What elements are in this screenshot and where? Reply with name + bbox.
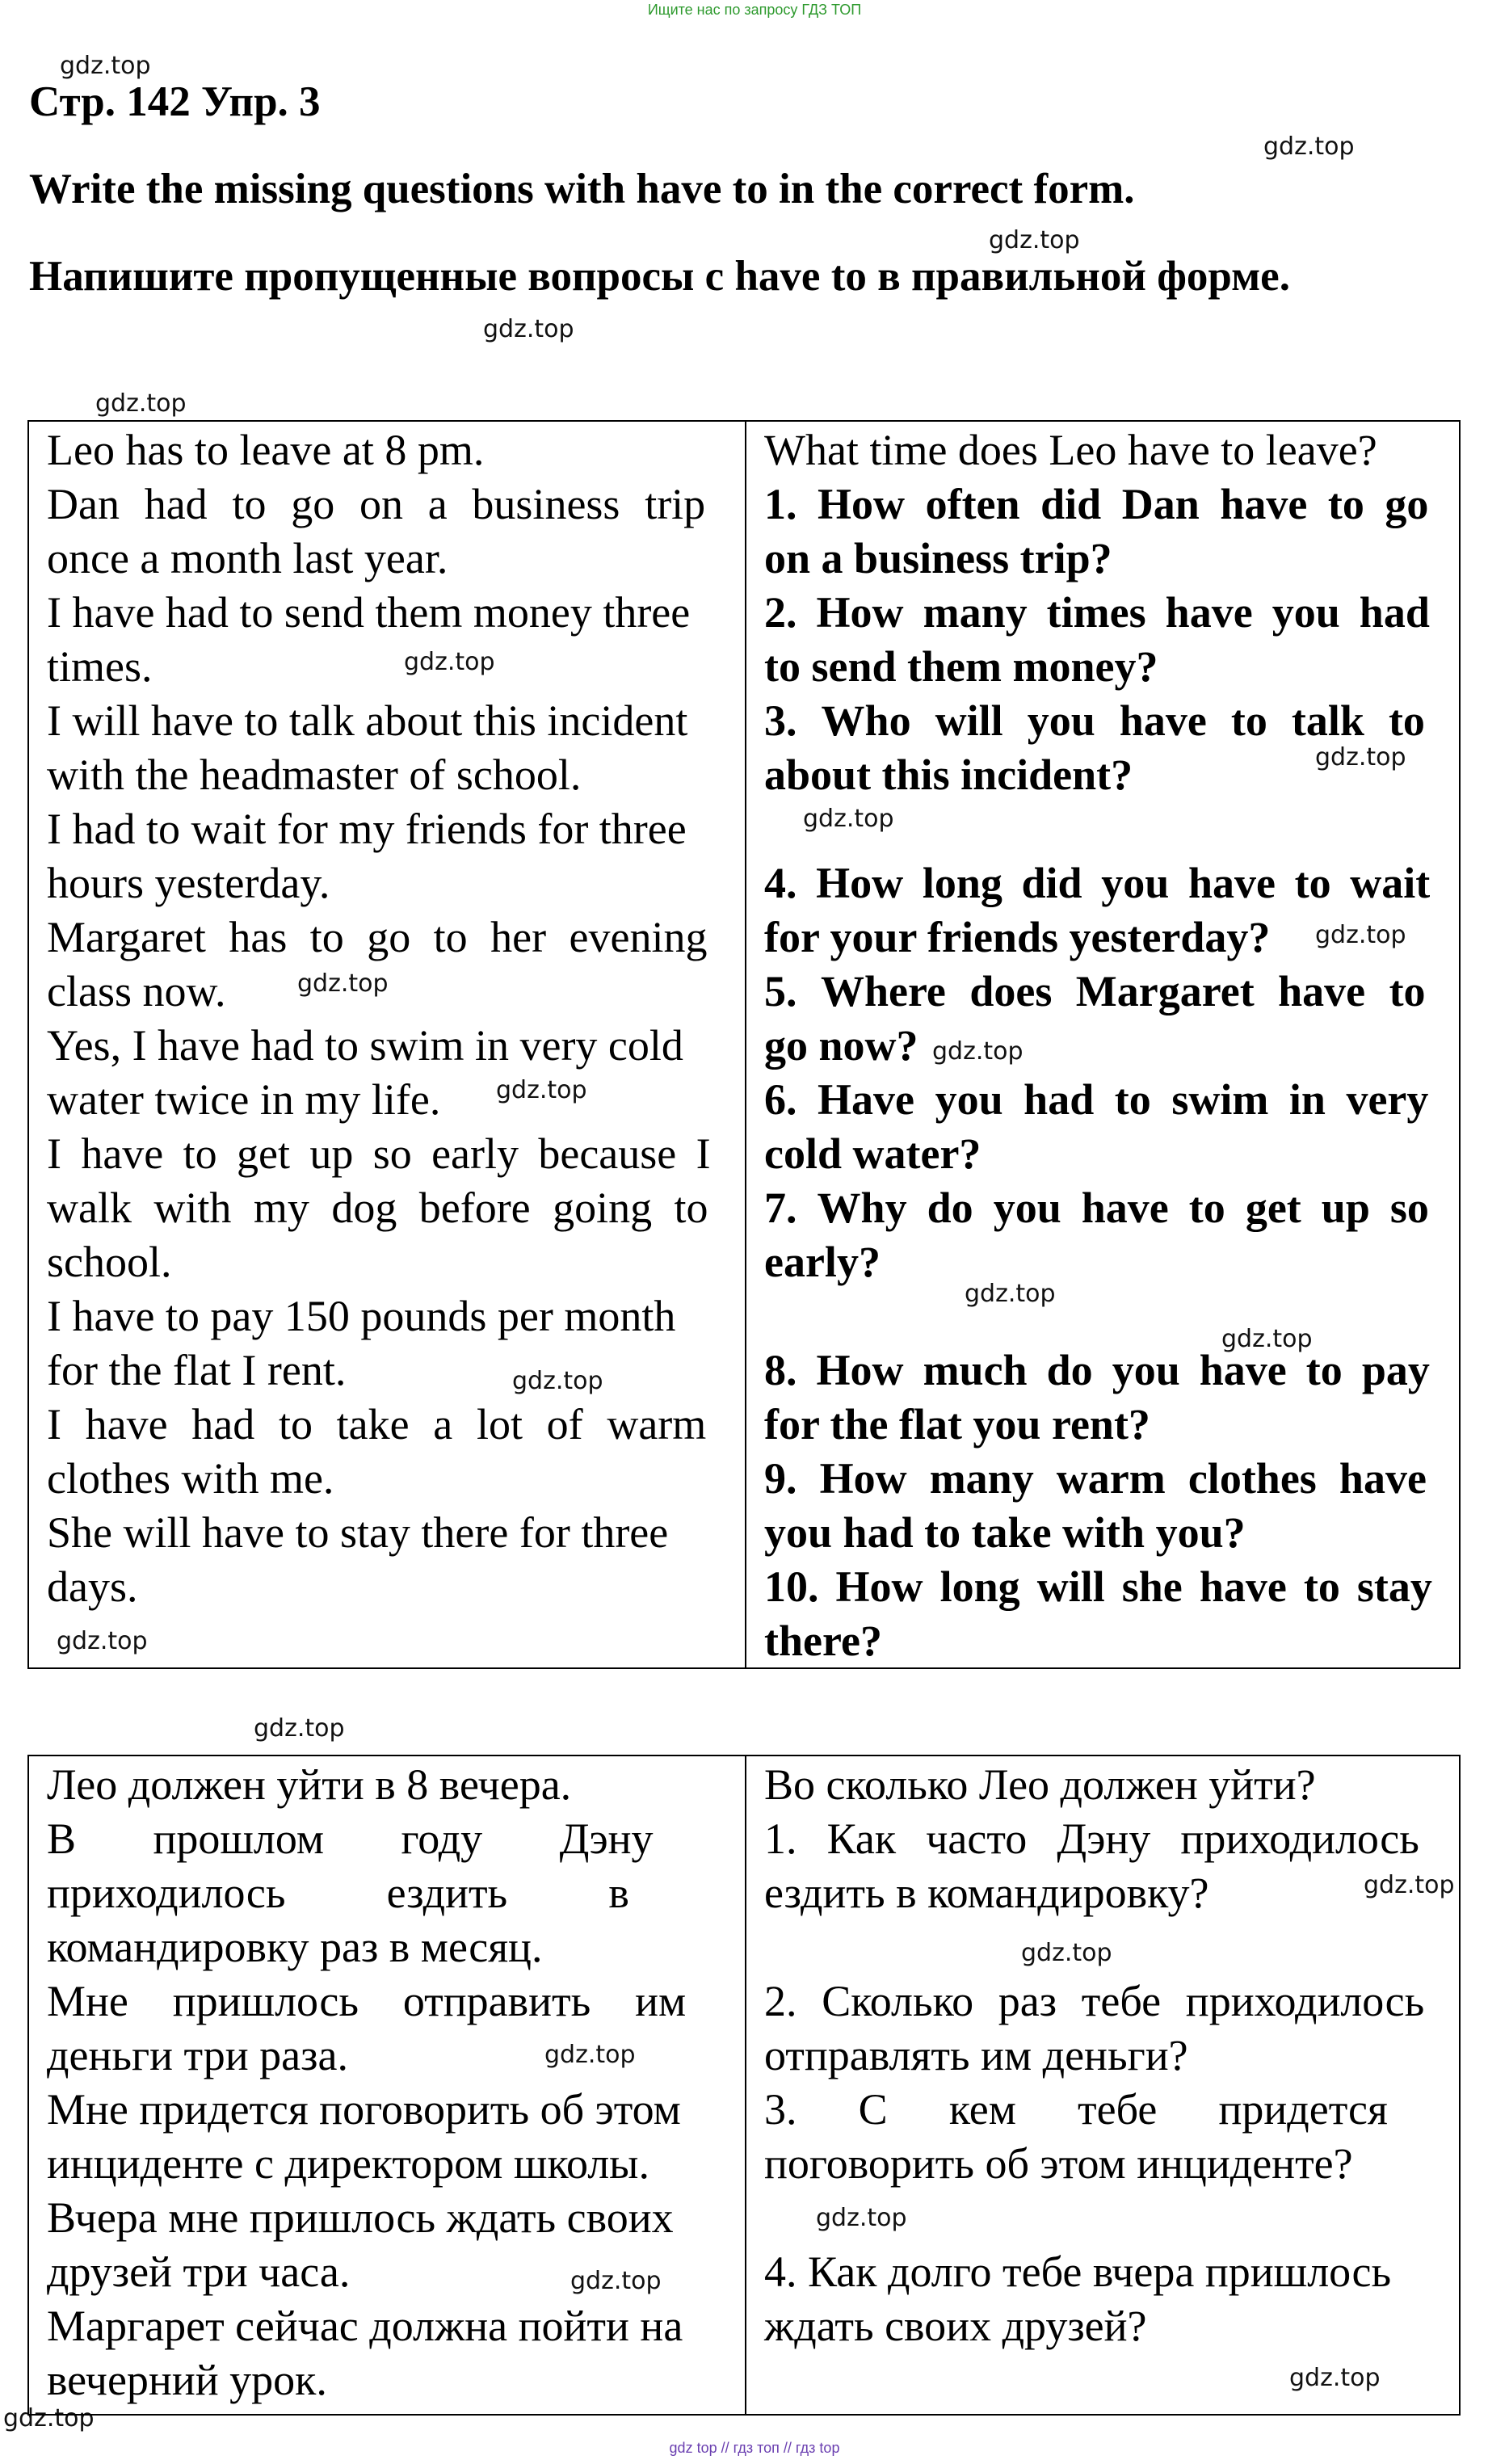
word: have: [1165, 588, 1253, 637]
word: pay: [1361, 1346, 1430, 1394]
questions-column: [764, 423, 1449, 1668]
word: stay: [1356, 1562, 1432, 1611]
word: you: [1101, 859, 1170, 907]
translation-question-line: [764, 1812, 1449, 1866]
word: 4.: [764, 859, 797, 907]
question-line: there?: [764, 1617, 882, 1665]
table-divider: [745, 1756, 746, 2414]
question-line: [764, 694, 1449, 748]
word: have: [1339, 1454, 1427, 1503]
word: часто: [926, 1814, 1028, 1863]
word: have: [1220, 480, 1308, 528]
translation-question-line: отправлять им деньги?: [764, 2031, 1188, 2079]
word: Why: [817, 1184, 907, 1232]
statement-line: once a month last year.: [47, 534, 448, 582]
question-line: to send them money?: [764, 642, 1158, 691]
word: им: [635, 1977, 687, 2025]
question-line: [764, 477, 1449, 532]
word: to: [1305, 1346, 1343, 1394]
watermark: gdz.top: [1221, 1325, 1313, 1353]
word: you: [1112, 1346, 1180, 1394]
word: have: [1199, 1562, 1287, 1611]
watermark: gdz.top: [95, 389, 187, 418]
word: did: [1021, 859, 1082, 907]
watermark: gdz.top: [1315, 743, 1406, 772]
word: she: [1121, 1562, 1183, 1611]
word: to: [1230, 696, 1267, 745]
word: a: [433, 1400, 453, 1449]
word: wait: [1350, 859, 1431, 907]
word: you: [1027, 696, 1095, 745]
question-line: [764, 1560, 1449, 1614]
word: long: [922, 859, 1002, 907]
question-line: go now?: [764, 1021, 918, 1070]
word: How: [835, 1562, 923, 1611]
word: to: [433, 913, 468, 961]
translation-line: [47, 1866, 730, 1920]
watermark: gdz.top: [816, 2204, 907, 2232]
word: Dan: [47, 480, 120, 528]
word: go: [367, 913, 411, 961]
word: will: [935, 696, 1003, 745]
statement-line: [47, 1181, 730, 1235]
instruction-english: Write the missing questions with have to in the correct form.: [29, 166, 1135, 212]
watermark: gdz.top: [989, 226, 1080, 254]
watermark: gdz.top: [1315, 921, 1406, 949]
word: so: [372, 1129, 412, 1178]
translation-statements-column: [47, 1758, 730, 2407]
english-answer-table: [27, 420, 1461, 1669]
word: 2.: [764, 1977, 797, 2025]
watermark: gdz.top: [404, 648, 495, 676]
question-line: about this incident?: [764, 751, 1133, 799]
table-divider: [745, 422, 746, 1667]
word: do: [1046, 1346, 1093, 1394]
watermark: gdz.top: [3, 2404, 95, 2432]
question-line: [764, 1181, 1449, 1235]
word: to: [1188, 1184, 1225, 1232]
word: going: [553, 1184, 653, 1232]
watermark: gdz.top: [932, 1037, 1024, 1066]
word: 1.: [764, 1814, 797, 1863]
word: have: [1187, 859, 1276, 907]
statement-line: I will have to talk about this incident: [47, 696, 688, 745]
word: to: [674, 1184, 708, 1232]
watermark: gdz.top: [57, 1627, 148, 1655]
word: have: [1119, 696, 1207, 745]
translation-spacer: [764, 2191, 1449, 2245]
word: 1.: [764, 480, 797, 528]
translation-question-line: [764, 2083, 1449, 2137]
word: had: [1359, 588, 1430, 637]
question-line: [764, 1343, 1449, 1398]
watermark: gdz.top: [544, 2041, 636, 2069]
word: to: [1389, 967, 1426, 1015]
word: 5.: [764, 967, 797, 1015]
word: have: [1199, 1346, 1287, 1394]
word: has: [229, 913, 288, 961]
statement-line: I have had to send them money three: [47, 588, 691, 637]
word: прошлом: [153, 1814, 325, 1863]
question-line: [764, 965, 1449, 1019]
word: does: [969, 967, 1053, 1015]
word: long: [939, 1562, 1020, 1611]
translation-question-line: 4. Как долго тебе вчера пришлось: [764, 2247, 1392, 2296]
word: trip: [645, 480, 706, 528]
word: so: [1389, 1184, 1429, 1232]
word: тебе: [1081, 1977, 1162, 2025]
translation-line: друзей три часа.: [47, 2247, 351, 2296]
statement-line: for the flat I rent.: [47, 1346, 347, 1394]
translation-line: командировку раз в месяц.: [47, 1923, 543, 1971]
word: take: [336, 1400, 410, 1449]
word: I: [47, 1400, 61, 1449]
question-line: early?: [764, 1238, 881, 1286]
word: dog: [331, 1184, 397, 1232]
word: many: [923, 588, 1028, 637]
word: of: [546, 1400, 583, 1449]
word: you: [993, 1184, 1061, 1232]
word: году: [401, 1814, 483, 1863]
word: to: [278, 1400, 313, 1449]
word: придется: [1218, 2085, 1388, 2134]
word: Margaret: [1075, 967, 1255, 1015]
translation-question-line: ездить в командировку?: [764, 1869, 1209, 1917]
watermark: gdz.top: [1263, 132, 1355, 161]
watermark: gdz.top: [965, 1280, 1056, 1308]
watermark: gdz.top: [297, 969, 389, 998]
word: 8.: [764, 1346, 797, 1394]
word: to: [309, 913, 344, 961]
word: to: [1303, 1562, 1340, 1611]
word: did: [1040, 480, 1102, 528]
statement-line: [47, 1398, 730, 1452]
watermark: gdz.top: [803, 805, 894, 833]
statement-line: with the headmaster of school.: [47, 751, 582, 799]
word: 3.: [764, 2085, 797, 2134]
page-title: Стр. 142 Упр. 3: [29, 78, 321, 125]
watermark: gdz.top: [60, 52, 151, 80]
translation-spacer: [764, 1920, 1449, 1974]
word: up: [1321, 1184, 1370, 1232]
word: I: [47, 1129, 61, 1178]
word: How: [819, 1454, 907, 1503]
word: have: [85, 1400, 168, 1449]
word: have: [81, 1129, 164, 1178]
word: many: [929, 1454, 1034, 1503]
word: with: [153, 1184, 232, 1232]
word: warm: [607, 1400, 707, 1449]
word: a: [427, 480, 448, 528]
word: 6.: [764, 1075, 797, 1124]
word: had: [191, 1400, 255, 1449]
watermark: gdz.top: [483, 315, 574, 343]
word: 10.: [764, 1562, 819, 1611]
statement-line: She will have to stay there for three: [47, 1508, 669, 1557]
statement-line: Leo has to leave at 8 pm.: [47, 426, 485, 474]
word: to: [232, 480, 267, 528]
word: early: [431, 1129, 519, 1178]
word: because: [538, 1129, 677, 1178]
word: before: [418, 1184, 531, 1232]
watermark: gdz.top: [1021, 1939, 1112, 1967]
word: talk: [1291, 696, 1364, 745]
statement-line: school.: [47, 1238, 172, 1286]
statement-line: [47, 1127, 730, 1181]
watermark: gdz.top: [512, 1367, 603, 1395]
question-line: [764, 856, 1449, 910]
statement-line: hours yesterday.: [47, 859, 330, 907]
statement-line: [47, 477, 730, 532]
word: business: [472, 480, 620, 528]
word: 7.: [764, 1184, 797, 1232]
word: to: [1388, 696, 1425, 745]
word: 9.: [764, 1454, 797, 1503]
word: How: [816, 859, 904, 907]
word: to: [183, 1129, 217, 1178]
word: Dan: [1121, 480, 1200, 528]
statement-line: times.: [47, 642, 153, 691]
word: Have: [818, 1075, 915, 1124]
word: her: [490, 913, 547, 961]
watermark: gdz.top: [570, 2267, 662, 2295]
watermark: gdz.top: [1289, 2364, 1381, 2392]
word: swim: [1171, 1075, 1269, 1124]
statement-line: I have to pay 150 pounds per month: [47, 1292, 676, 1340]
word: go: [1385, 480, 1429, 528]
russian-translation-table: [27, 1755, 1461, 2416]
word: get: [1245, 1184, 1301, 1232]
statement-line: days.: [47, 1562, 138, 1611]
word: have: [1278, 967, 1366, 1015]
word: evening: [569, 913, 708, 961]
word: often: [925, 480, 1020, 528]
word: Дэну: [1057, 1814, 1151, 1863]
word: in: [1288, 1075, 1326, 1124]
word: приходилось: [47, 1869, 286, 1917]
site-footer-note[interactable]: gdz top // гдз топ // гдз top: [669, 2440, 840, 2456]
word: How: [818, 480, 906, 528]
word: ездить: [386, 1869, 508, 1917]
question-spacer: [764, 1289, 1449, 1343]
translation-question-line: ждать своих друзей?: [764, 2302, 1147, 2350]
word: пришлось: [172, 1977, 359, 2025]
statement-line: Yes, I have had to swim in very cold: [47, 1021, 683, 1070]
word: clothes: [1187, 1454, 1317, 1503]
statement-line: [47, 910, 730, 965]
word: to: [1114, 1075, 1151, 1124]
word: had: [1024, 1075, 1095, 1124]
site-search-note: Ищите нас по запросу ГДЗ ТОП: [647, 2, 862, 18]
word: lot: [476, 1400, 523, 1449]
question-line: you had to take with you?: [764, 1508, 1246, 1557]
translation-line: Маргарет сейчас должна пойти на: [47, 2302, 683, 2350]
statement-line: I had to wait for my friends for three: [47, 805, 687, 853]
word: Where: [820, 967, 946, 1015]
translation-line: вечерний урок.: [47, 2356, 327, 2404]
translation-question-line: Во сколько Лео должен уйти?: [764, 1760, 1316, 1809]
word: тебе: [1078, 2085, 1158, 2134]
word: walk: [47, 1184, 132, 1232]
translation-line: [47, 1974, 730, 2029]
statement-line: class now.: [47, 967, 226, 1015]
question-spacer: [764, 802, 1449, 856]
word: кем: [948, 2085, 1016, 2134]
word: much: [923, 1346, 1028, 1394]
word: very: [1346, 1075, 1429, 1124]
word: up: [309, 1129, 354, 1178]
word: В: [47, 1814, 77, 1863]
word: will: [1036, 1562, 1105, 1611]
watermark: gdz.top: [496, 1076, 587, 1104]
word: my: [253, 1184, 309, 1232]
word: you: [935, 1075, 1003, 1124]
word: go: [291, 480, 335, 528]
statements-column: [47, 423, 730, 1614]
word: приходилось: [1180, 1814, 1419, 1863]
translation-line: Мне придется поговорить об этом: [47, 2085, 681, 2134]
word: раз: [998, 1977, 1057, 2025]
word: в: [608, 1869, 629, 1917]
translation-line: деньги три раза.: [47, 2031, 348, 2079]
translation-question-line: поговорить об этом инциденте?: [764, 2139, 1353, 2188]
word: 2.: [764, 588, 797, 637]
word: on: [359, 480, 403, 528]
word: do: [927, 1184, 973, 1232]
word: приходилось: [1185, 1977, 1425, 2025]
question-line: [764, 1452, 1449, 1506]
word: Дэну: [559, 1814, 654, 1863]
question-line: What time does Leo have to leave?: [764, 426, 1377, 474]
word: 3.: [764, 696, 797, 745]
watermark: gdz.top: [1364, 1871, 1455, 1899]
word: отправить: [402, 1977, 591, 2025]
translation-line: Вчера мне пришлось ждать своих: [47, 2193, 674, 2242]
word: С: [858, 2085, 888, 2134]
word: How: [816, 588, 904, 637]
word: Мне: [47, 1977, 128, 2025]
watermark: gdz.top: [254, 1714, 345, 1743]
word: Как: [826, 1814, 897, 1863]
statement-line: water twice in my life.: [47, 1075, 441, 1124]
translation-line: Лео должен уйти в 8 вечера.: [47, 1760, 572, 1809]
instruction-russian: Напишите пропущенные вопросы с have to в правильной форме.: [29, 253, 1290, 300]
word: I: [696, 1129, 711, 1178]
word: Who: [821, 696, 911, 745]
translation-question-line: [764, 1974, 1449, 2029]
word: times: [1046, 588, 1146, 637]
word: to: [1294, 859, 1331, 907]
translation-line: [47, 1812, 730, 1866]
word: to: [1327, 480, 1364, 528]
statement-line: clothes with me.: [47, 1454, 334, 1503]
question-line: [764, 1073, 1449, 1127]
word: Сколько: [822, 1977, 974, 2025]
word: Margaret: [47, 913, 206, 961]
word: get: [237, 1129, 290, 1178]
question-line: cold water?: [764, 1129, 981, 1178]
word: How: [816, 1346, 904, 1394]
word: you: [1272, 588, 1340, 637]
question-line: for your friends yesterday?: [764, 913, 1271, 961]
word: warm: [1056, 1454, 1166, 1503]
translation-questions-column: [764, 1758, 1449, 2353]
translation-line: инциденте с директором школы.: [47, 2139, 649, 2188]
word: have: [1081, 1184, 1169, 1232]
question-line: on a business trip?: [764, 534, 1112, 582]
question-line: [764, 586, 1449, 640]
word: had: [144, 480, 208, 528]
question-line: for the flat you rent?: [764, 1400, 1150, 1449]
